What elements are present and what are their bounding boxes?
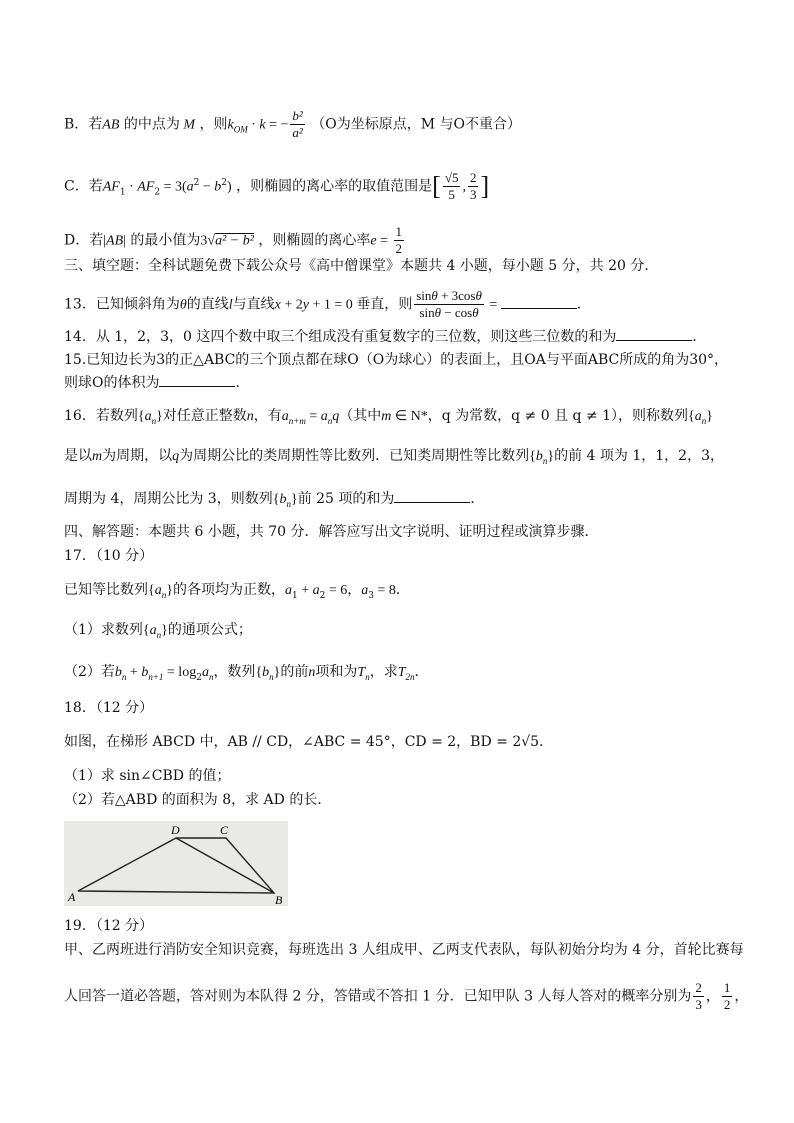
question-19-line2: 人回答一道必答题，答对则为本队得 2 分，答错或不答扣 1 分．已知甲队 3 人每人答对的概率分别为 $\frac{2}{3}$ ， $\frac{1}{2}$ ，	[64, 980, 749, 1012]
answer-blank[interactable]	[501, 294, 577, 309]
question-19-header: 19．（12 分）	[64, 918, 154, 934]
fraction: $\frac{2}{3}$	[695, 980, 702, 1012]
fraction: $\frac{1}{2}$	[395, 224, 403, 256]
text: ，数列	[213, 664, 256, 680]
question-15-line2: 则球O的体积为 ．	[64, 372, 744, 394]
text: 为周期公比的类周期性等比数列．已知类周期性等比数列	[179, 448, 530, 464]
fraction: $\frac{\text{b²}}{\text{a²}}$	[292, 108, 303, 140]
label-c: C	[220, 823, 229, 837]
text: （2）若	[64, 664, 115, 680]
text: ，有	[253, 408, 282, 424]
question-13: 13．已知倾斜角为θ的直线l与直线x + 2y + 1 = 0 垂直，则 $\frac{\sin\theta + 3\cos\theta}{\sin\theta - \cos\theta}$ = ．	[64, 288, 591, 320]
text: 的通项公式；	[167, 622, 252, 638]
text: D．若	[64, 232, 104, 249]
question-18: 如图，在梯形 ABCD 中，AB // CD，∠ABC = 45°，CD = 2，BD = 2√5．	[64, 734, 554, 750]
text: 前 25 项的和为	[297, 491, 395, 507]
question-17-header: 17．（10 分）	[64, 548, 154, 564]
text: （其中	[339, 408, 382, 424]
question-18-part1: （1）求 sin∠CBD 的值；	[64, 768, 231, 784]
question-17: 已知等比数列$\{a_n\}$的各项均为正数，$a_1 + a_2 = 6$，$a_3 = 8$．	[64, 582, 410, 601]
text: 为周期，以	[102, 448, 173, 464]
text: B．若	[64, 116, 103, 133]
label-a: A	[68, 890, 76, 904]
text: 14．从 1，2，3，0 这四个数中取三个组成没有重复数字的三位数，则这些三位数的和为	[64, 329, 617, 345]
answer-blank[interactable]	[616, 326, 692, 341]
text: 周期为 4，周期公比为 3，则数列	[64, 491, 273, 507]
question-17-part2: （2）若$b_n + b_{n+1} = \log_2a_n$，数列$\{b_n\}$的前n项和为$T_n$，求$T_{2n}$．	[64, 664, 429, 683]
text: （O为坐标原点，M 与O不重合）	[311, 116, 521, 133]
text: 的最小值为	[130, 232, 201, 249]
text: 的前 4 项为 1，1，2，3，	[554, 448, 724, 464]
text: 垂直，则	[356, 296, 413, 313]
text: ，求	[369, 664, 398, 680]
question-17-part1: （1）求数列$\{a_n\}$的通项公式；	[64, 622, 252, 640]
text: 16．若数列	[64, 408, 138, 424]
text: ，q 为常数，q ≠ 0 且 q ≠ 1），则称数列	[427, 408, 689, 424]
fraction: $\frac{√5}{5}$	[444, 170, 459, 202]
trapezoid-outline	[78, 838, 274, 893]
section-solutions: 四、解答题：本题共 6 小题，共 70 分．解答应写出文字说明、证明过程或演算步骤．	[64, 524, 599, 540]
text: （1）求数列	[64, 622, 143, 638]
section-fill-in: 三、填空题：全科试题免费下载公众号《高中僧课堂》本题共 4 小题，每小题 5 分，共 20 分．	[64, 258, 659, 274]
text: 的直线	[186, 296, 229, 313]
question-18-header: 18．（12 分）	[64, 700, 154, 716]
question-16-line2: 是以m为周期，以q为周期公比的类周期性等比数列．已知类周期性等比数列$\{b_n\}$的前 4 项为 1，1，2，3，	[64, 448, 724, 466]
answer-blank[interactable]	[159, 372, 235, 387]
text: ，则	[199, 116, 228, 133]
text: 项和为	[315, 664, 358, 680]
label-d: D	[171, 823, 180, 837]
question-16: 16．若数列$\{a_n\}$对任意正整数n，有$a_{n+m} = a_nq$（其中m ∈ N*，q 为常数，q ≠ 0 且 q ≠ 1），则称数列$\{a_n\}$	[64, 408, 713, 426]
text: 是以	[64, 448, 92, 464]
trapezoid-figure	[64, 821, 288, 906]
fraction: $\frac{\sin\theta + 3\cos\theta}{\sin\theta - \cos\theta}$	[416, 288, 482, 320]
diagonal-bd	[176, 838, 274, 893]
question-16-line3: 周期为 4，周期公比为 3，则数列$\{b_n\}$前 25 项的和为 ．	[64, 488, 744, 514]
question-15: 15.已知边长为3的正△ABC的三个顶点都在球O（O为球心）的表面上，且OA与平面ABC所成的角为30°，	[64, 352, 729, 368]
text: C．若	[64, 178, 103, 195]
option-c: C．若$AF_1 \cdot AF_2 = 3(a^2 - b^2)$ ，则椭圆的离心率的取值范围是[ $\frac{√5}{5}$ , $\frac{2}{3}$ ]	[64, 170, 490, 202]
question-18-part2: （2）若△ABD 的面积为 8，求 AD 的长．	[64, 792, 332, 808]
label-b: B	[275, 893, 283, 906]
text: 的前	[280, 664, 309, 680]
option-b: B．若AB 的中点为 M ，则$k_{OM} \cdot k$ = − $\frac{\text{b²}}{\text{a²}}$ （O为坐标原点，M 与O不重合）	[64, 108, 521, 140]
fraction: $\frac{2}{3}$	[469, 170, 477, 202]
answer-blank[interactable]	[394, 488, 470, 503]
text: 与直线	[232, 296, 275, 313]
fraction: $\frac{1}{2}$	[723, 980, 731, 1012]
text: 对任意正整数	[162, 408, 247, 424]
question-19: 甲、乙两班进行消防安全知识竞赛，每班选出 3 人组成甲、乙两支代表队，每队初始分均为 4 分，首轮比赛每	[64, 942, 744, 958]
text: 则球O的体积为	[64, 375, 160, 391]
text: 13．已知倾斜角为	[64, 296, 180, 313]
text: 的中点为	[123, 116, 180, 133]
text: 的各项均为正数，	[172, 582, 285, 598]
text: 人回答一道必答题，答对则为本队得 2 分，答错或不答扣 1 分．已知甲队 3 人每人答对的概率分别为	[64, 988, 692, 1005]
trapezoid-diagram	[64, 821, 288, 906]
option-d: D．若|AB| 的最小值为3√a² − b² ，则椭圆的离心率e = $\frac{1}{2}$	[64, 224, 403, 256]
text: 已知等比数列	[64, 582, 148, 598]
text: ，则椭圆的离心率	[258, 232, 371, 249]
text: ，则椭圆的离心率的取值范围是	[236, 178, 433, 195]
question-14: 14．从 1，2，3，0 这四个数中取三个组成没有重复数字的三位数，则这些三位数的和为 ．	[64, 326, 744, 348]
